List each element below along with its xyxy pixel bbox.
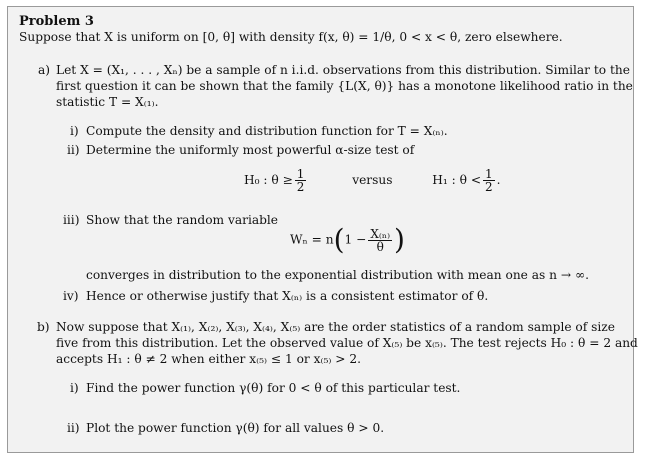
part-a-line-2: first question it can be shown that the family {L(X, θ)} has a monotone likelihood ratio in the (56, 79, 633, 93)
problem-title: Problem 3 (19, 14, 94, 29)
part-b-ii-label: ii) (67, 421, 80, 435)
part-b-i-text: Find the power function γ(θ) for 0 < θ of this particular test. (86, 381, 461, 395)
hypotheses-display: H₀ : θ ≥ $\frac{1}{2}$ versus H₁ : θ < $\frac{1}{2}$ . (244, 167, 501, 194)
h1-text: H₁ : θ < (432, 173, 482, 187)
versus-text: versus (352, 173, 393, 187)
part-a-iii-label: iii) (63, 213, 80, 227)
part-a-label: a) (38, 63, 51, 77)
h1-fraction: $\frac{1}{2}$ (485, 167, 493, 194)
part-a-i-text: Compute the density and distribution function for T = X₍ₙ₎. (86, 124, 448, 138)
part-a-i-label: i) (70, 124, 79, 138)
part-b-line-3: accepts H₁ : θ ≠ 2 when either x₍₅₎ ≤ 1 or x₍₅₎ > 2. (56, 352, 361, 366)
part-b-line-2: five from this distribution. Let the observed value of X₍₅₎ be x₍₅₎. The test rejects H₀ : θ = 2 and (56, 336, 638, 350)
part-b-ii-text: Plot the power function γ(θ) for all values θ > 0. (86, 421, 385, 435)
part-a-ii-text: Determine the uniformly most powerful α-size test of (86, 143, 415, 157)
part-b-i-label: i) (70, 381, 79, 395)
part-a-line-1: Let X = (X₁, . . . , Xₙ) be a sample of n i.i.d. observations from this distribution. Similar to the (56, 63, 630, 77)
wn-one: 1 − (344, 232, 367, 247)
part-a-iv-label: iv) (63, 289, 79, 303)
problem-intro: Suppose that X is uniform on [0, θ] with density f(x, θ) = 1/θ, 0 < x < θ, zero elsewhere. (19, 30, 563, 44)
part-a-ii-label: ii) (67, 143, 80, 157)
wn-fraction: $\frac{\text{X₍ₙ₎}}{\theta}$ (370, 226, 391, 254)
part-b-label: b) (37, 320, 50, 334)
wn-lhs: Wₙ = n (290, 232, 334, 247)
h0-text: H₀ : θ ≥ (244, 173, 293, 187)
part-a-iii-text: Show that the random variable (86, 213, 279, 227)
part-b-line-1: Now suppose that X₍₁₎, X₍₂₎, X₍₃₎, X₍₄₎, X₍₅₎ are the order statistics of a random sample of size (56, 320, 615, 334)
h0-fraction: $\frac{1}{2}$ (296, 167, 305, 194)
wn-display: Wₙ = n(1 − $\frac{\text{X₍ₙ₎}}{\theta}$ ) (290, 223, 405, 256)
part-a-iv-text: Hence or otherwise justify that X₍ₙ₎ is a consistent estimator of θ. (86, 289, 489, 303)
convergence-text: converges in distribution to the exponential distribution with mean one as n → ∞. (86, 268, 589, 282)
part-a-line-3: statistic T = X₍₁₎. (56, 95, 159, 109)
